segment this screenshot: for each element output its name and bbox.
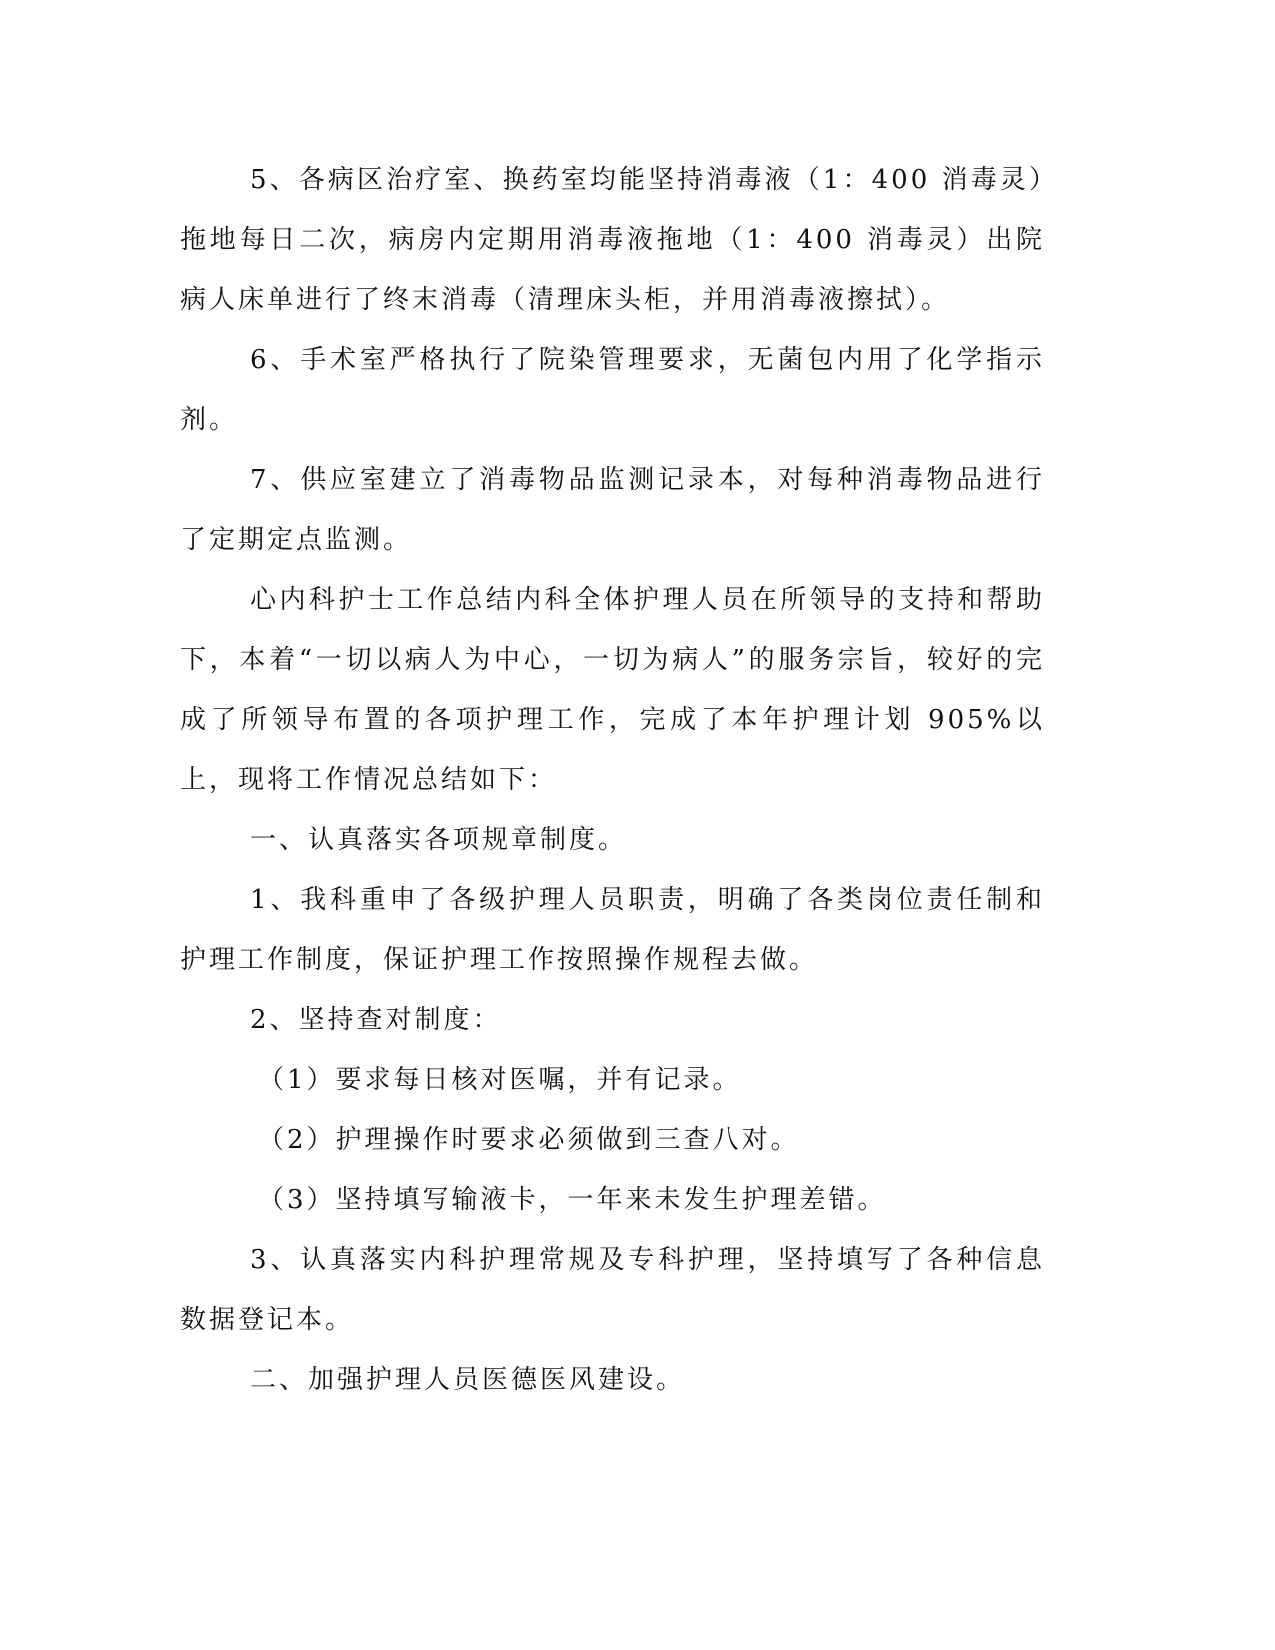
paragraph-item-3: 3、认真落实内科护理常规及专科护理，坚持填写了各种信息数据登记本。 — [180, 1245, 1045, 1335]
paragraph-item-1: 1、我科重申了各级护理人员职责，明确了各类岗位责任制和护理工作制度，保证护理工作按照操作规程去做。 — [180, 885, 1045, 975]
paragraph-summary-intro: 心内科护士工作总结内科全体护理人员在所领导的支持和帮助下，本着“一切以病人为中心，一切为病人”的服务宗旨，较好的完成了所领导布置的各项护理工作，完成了本年护理计划 905%以上，现将工作情况总结如下： — [180, 585, 1045, 795]
section-heading-2: 二、加强护理人员医德医风建设。 — [250, 1365, 686, 1395]
sub-item-3: （3）坚持填写输液卡，一年来未发生护理差错。 — [258, 1185, 887, 1215]
document-body — [180, 150, 1045, 1410]
paragraph-item-5: 5、各病区治疗室、换药室均能坚持消毒液（1：400 消毒灵）拖地每日二次，病房内定期用消毒液拖地（1：400 消毒灵）出院病人床单进行了终末消毒（清理床头柜，并用消毒液擦拭）。 — [180, 165, 1045, 315]
paragraph-item-2: 2、坚持查对制度： — [250, 1005, 502, 1035]
sub-item-2: （2）护理操作时要求必须做到三查八对。 — [258, 1125, 800, 1155]
section-heading-1: 一、认真落实各项规章制度。 — [250, 825, 628, 855]
paragraph-item-7: 7、供应室建立了消毒物品监测记录本，对每种消毒物品进行了定期定点监测。 — [180, 465, 1045, 555]
sub-item-1: （1）要求每日核对医嘱，并有记录。 — [258, 1065, 742, 1095]
paragraph-item-6: 6、手术室严格执行了院染管理要求，无菌包内用了化学指示剂。 — [180, 345, 1045, 435]
